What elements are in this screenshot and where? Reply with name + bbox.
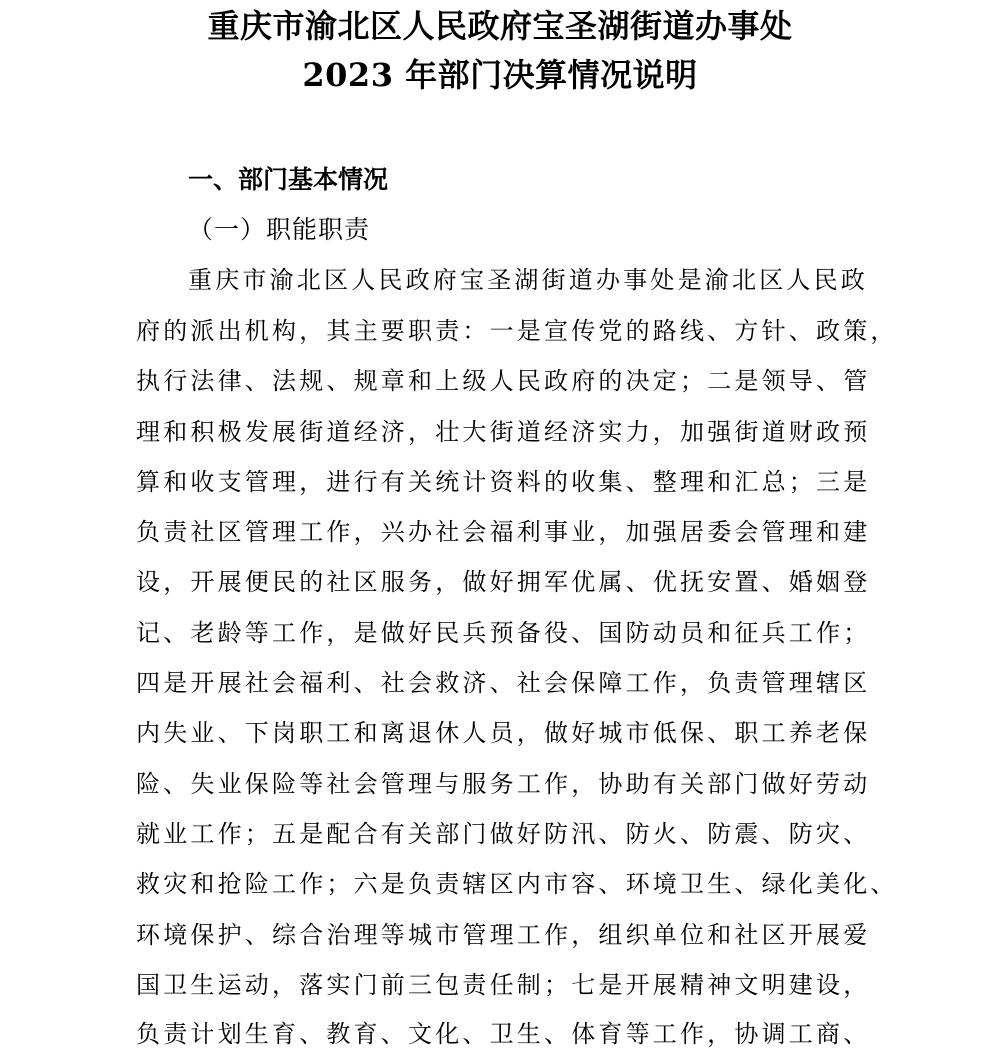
body-line: 负责计划生育、教育、文化、卫生、体育等工作，协调工商、 xyxy=(136,1020,871,1048)
body-line: 内失业、下岗职工和离退休人员，做好城市低保、职工养老保 xyxy=(136,719,871,747)
body-line: 环境保护、综合治理等城市管理工作，组织单位和社区开展爱 xyxy=(136,921,871,949)
body-line: 执行法律、法规、规章和上级人民政府的决定；二是领导、管 xyxy=(136,367,871,395)
document-title-line-2: 2023 年部门决算情况说明 xyxy=(302,56,698,94)
body-line: 负责社区管理工作，兴办社会福利事业，加强居委会管理和建 xyxy=(136,518,871,546)
document-title-line-1: 重庆市渝北区人民政府宝圣湖街道办事处 xyxy=(207,7,793,45)
section-heading: 一、部门基本情况 xyxy=(188,165,389,194)
body-line: 险、失业保险等社会管理与服务工作，协助有关部门做好劳动 xyxy=(136,770,871,798)
body-line: 重庆市渝北区人民政府宝圣湖街道办事处是渝北区人民政 xyxy=(188,266,868,294)
body-line: 算和收支管理，进行有关统计资料的收集、整理和汇总；三是 xyxy=(136,468,871,496)
body-line: 四是开展社会福利、社会救济、社会保障工作，负责管理辖区 xyxy=(136,669,871,697)
body-line: 理和积极发展街道经济，壮大街道经济实力，加强街道财政预 xyxy=(136,418,871,446)
subsection-heading: （一）职能职责 xyxy=(188,215,371,244)
body-line: 设，开展便民的社区服务，做好拥军优属、优抚安置、婚姻登 xyxy=(136,568,871,596)
body-line: 国卫生运动，落实门前三包责任制；七是开展精神文明建设， xyxy=(136,971,871,999)
body-line: 救灾和抢险工作；六是负责辖区内市容、环境卫生、绿化美化、 xyxy=(136,870,898,898)
body-line: 府的派出机构，其主要职责：一是宣传党的路线、方针、政策， xyxy=(136,317,898,345)
body-line: 就业工作；五是配合有关部门做好防汛、防火、防震、防灾、 xyxy=(136,820,871,848)
body-line: 记、老龄等工作，是做好民兵预备役、国防动员和征兵工作； xyxy=(136,619,871,647)
